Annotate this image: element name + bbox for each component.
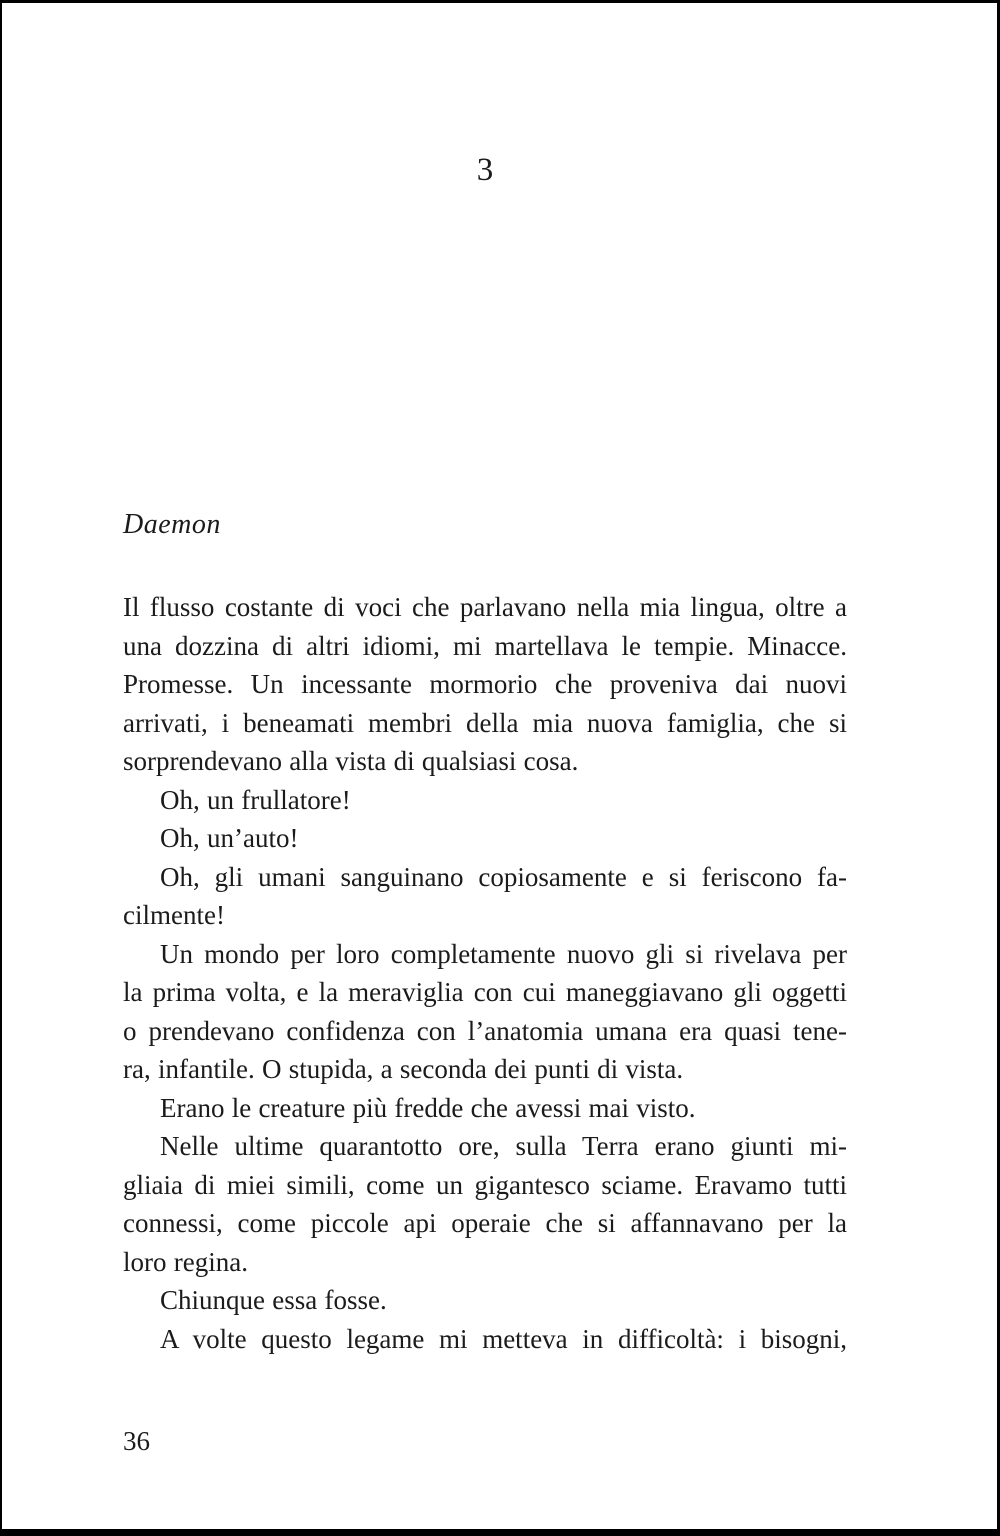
body-line: gliaia di miei simili, come un gigantesco sciame. Eravamo tutti — [123, 1169, 847, 1200]
body-line: Il flusso costante di voci che parlavano nella mia lingua, oltre a — [123, 592, 847, 622]
body-line: loro regina. — [123, 1246, 248, 1277]
body-line: A volte questo legame mi metteva in difficoltà: i bisogni, — [160, 1323, 847, 1354]
body-line: Chiunque essa fosse. — [160, 1285, 387, 1315]
body-line: sorprendevano alla vista di qualsiasi cosa. — [123, 746, 579, 776]
body-line: Erano le creature più fredde che avessi mai visto. — [160, 1092, 696, 1123]
body-line: Un mondo per loro completamente nuovo gli si rivelava per — [160, 938, 847, 969]
body-text — [123, 588, 847, 1358]
body-line: cilmente! — [123, 900, 225, 930]
body-line: Promesse. Un incessante mormorio che proveniva dai nuovi — [123, 669, 847, 699]
body-line: Oh, un frullatore! — [160, 784, 351, 815]
page-number: 36 — [123, 1426, 150, 1456]
body-line: la prima volta, e la meraviglia con cui maneggiavano gli oggetti — [123, 977, 847, 1007]
chapter-number: 3 — [476, 152, 494, 188]
body-line: o prendevano confidenza con l’anatomia umana era quasi tene- — [123, 1015, 847, 1046]
body-line: arrivati, i beneamati membri della mia nuova famiglia, che si — [123, 707, 847, 738]
body-line: Oh, gli umani sanguinano copiosamente e si feriscono fa- — [160, 861, 847, 892]
body-line: ra, infantile. O stupida, a seconda dei punti di vista. — [123, 1054, 684, 1084]
body-line: una dozzina di altri idiomi, mi martellava le tempie. Minacce. — [123, 630, 847, 661]
body-line: Oh, un’auto! — [160, 823, 299, 853]
body-line: connessi, come piccole api operaie che si affannavano per la — [123, 1208, 847, 1238]
section-title: Daemon — [123, 509, 221, 540]
body-line: Nelle ultime quarantotto ore, sulla Terra erano giunti mi- — [160, 1131, 847, 1161]
